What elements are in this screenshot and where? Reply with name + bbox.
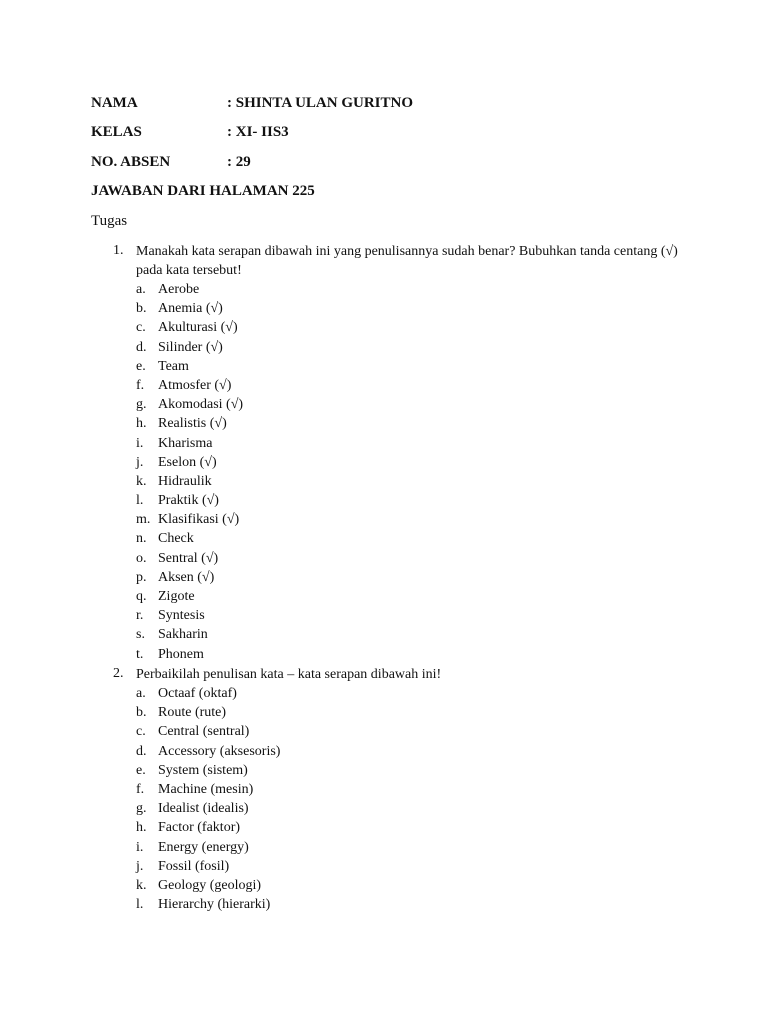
item-letter: f. (136, 377, 145, 393)
item-letter: j. (136, 454, 144, 470)
absen-value: : 29 (227, 154, 251, 170)
item-letter: q. (136, 589, 147, 604)
item-text: System (sistem) (158, 762, 248, 778)
item-letter: k. (136, 473, 147, 489)
kelas-value: : XI- IIS3 (227, 124, 289, 140)
info-row-nama (91, 94, 413, 112)
list-item (136, 818, 280, 837)
list-item (136, 434, 243, 453)
item-text: Silinder (√) (158, 339, 223, 355)
item-text: Hierarchy (hierarki) (158, 897, 271, 913)
list-item (136, 838, 280, 857)
list-item (136, 625, 243, 644)
item-text: Sakharin (158, 627, 208, 643)
item-text: Aerobe (158, 282, 200, 297)
item-text: Anemia (√) (158, 301, 223, 317)
item-letter: e. (136, 358, 146, 374)
item-letter: i. (136, 435, 144, 451)
item-text: Machine (mesin) (158, 781, 254, 797)
list-item (136, 299, 243, 318)
item-letter: n. (136, 531, 147, 547)
item-text: Atmosfer (√) (158, 377, 232, 393)
item-text: Sentral (√) (158, 550, 219, 566)
item-letter: f. (136, 781, 145, 797)
item-letter: h. (136, 416, 147, 432)
list-item (136, 414, 243, 433)
list-item (136, 857, 280, 876)
item-letter: c. (136, 320, 146, 336)
item-letter: l. (136, 493, 144, 509)
item-text: Klasifikasi (√) (158, 512, 240, 528)
list-item (136, 703, 280, 722)
item-letter: k. (136, 877, 147, 893)
item-letter: o. (136, 550, 147, 566)
absen-label: NO. ABSEN (91, 154, 171, 170)
list-item (136, 395, 243, 414)
item-text: Check (158, 531, 194, 547)
item-text: Energy (energy) (158, 839, 249, 855)
item-letter: j. (136, 858, 144, 874)
item-letter: g. (136, 397, 147, 413)
item-text: Syntesis (158, 608, 205, 624)
list-item (136, 684, 280, 703)
item-text: Factor (faktor) (158, 820, 241, 836)
question-1-number: 1. (113, 243, 124, 258)
item-letter: d. (136, 743, 147, 759)
list-item (136, 799, 280, 818)
nama-value: : SHINTA ULAN GURITNO (227, 95, 413, 111)
item-text: Phonem (158, 646, 204, 662)
item-text: Realistis (√) (158, 416, 227, 432)
item-text: Zigote (158, 589, 195, 604)
list-item (136, 780, 280, 799)
section-title: Tugas (91, 213, 128, 229)
nama-label: NAMA (91, 95, 138, 111)
question-2-text: Perbaikilah penulisan kata – kata serapan dibawah ini! (136, 667, 442, 682)
list-item (136, 472, 243, 491)
list-item (136, 491, 243, 510)
list-item (136, 895, 280, 914)
item-text: Octaaf (oktaf) (158, 686, 237, 701)
item-letter: l. (136, 897, 144, 913)
item-letter: a. (136, 282, 146, 297)
item-letter: m. (136, 512, 151, 528)
item-letter: d. (136, 339, 147, 355)
info-row-kelas (91, 123, 289, 141)
list-item (136, 338, 243, 357)
item-text: Akomodasi (√) (158, 397, 244, 413)
question-1-text: Manakah kata serapan dibawah ini yang penulisannya sudah benar? Bubuhkan tanda centang (√) pada kata tersebut! (136, 244, 678, 278)
kelas-label: KELAS (91, 124, 142, 140)
list-item (136, 606, 243, 625)
list-item (136, 376, 243, 395)
item-letter: c. (136, 724, 146, 740)
item-letter: b. (136, 301, 147, 317)
list-item (136, 318, 243, 337)
item-text: Route (rute) (158, 705, 227, 721)
question-1-list (136, 280, 243, 664)
list-item (136, 761, 280, 780)
list-item (136, 568, 243, 587)
list-item (136, 357, 243, 376)
item-letter: a. (136, 686, 146, 701)
list-item (136, 453, 243, 472)
question-2-list (136, 684, 280, 914)
item-text: Accessory (aksesoris) (158, 743, 281, 759)
item-text: Geology (geologi) (158, 877, 262, 893)
info-row-absen (91, 153, 251, 171)
item-letter: s. (136, 627, 145, 643)
page-title: JAWABAN DARI HALAMAN 225 (91, 183, 315, 199)
question-2-number: 2. (113, 666, 124, 681)
item-letter: g. (136, 801, 147, 817)
item-letter: h. (136, 820, 147, 836)
list-item (136, 742, 280, 761)
item-letter: r. (136, 608, 144, 624)
list-item (136, 529, 243, 548)
list-item (136, 645, 243, 664)
item-text: Fossil (fosil) (158, 858, 230, 874)
item-text: Praktik (√) (158, 493, 219, 509)
list-item (136, 280, 243, 299)
item-text: Kharisma (158, 435, 213, 451)
item-letter: p. (136, 569, 147, 585)
item-letter: b. (136, 705, 147, 721)
list-item (136, 549, 243, 568)
item-text: Team (158, 358, 189, 374)
item-text: Central (sentral) (158, 724, 250, 740)
item-letter: i. (136, 839, 144, 855)
item-text: Eselon (√) (158, 454, 217, 470)
item-text: Aksen (√) (158, 569, 215, 585)
list-item (136, 722, 280, 741)
item-text: Akulturasi (√) (158, 320, 238, 336)
item-letter: t. (136, 646, 144, 662)
item-text: Hidraulik (158, 473, 212, 489)
list-item (136, 876, 280, 895)
list-item (136, 510, 243, 529)
item-letter: e. (136, 762, 146, 778)
list-item (136, 587, 243, 606)
item-text: Idealist (idealis) (158, 801, 249, 817)
